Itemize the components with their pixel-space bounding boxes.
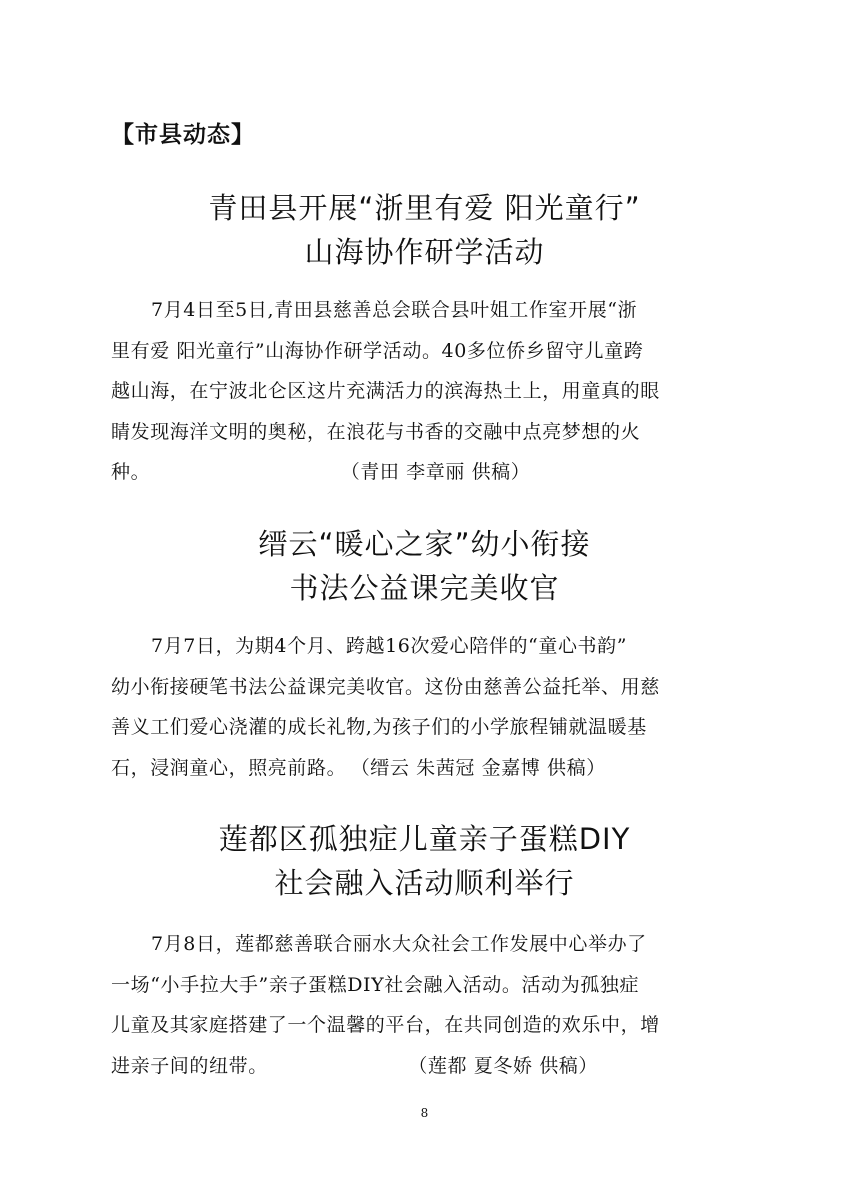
article-3-body (111, 924, 743, 1086)
article-3-last-line (111, 1046, 743, 1087)
article-3-line-2: 一场“小手拉大手”亲子蛋糕DIY社会融入活动。活动为孤独症 (111, 973, 640, 996)
article-2-body (111, 626, 743, 788)
article-2-line-1: 7月7日，为期4个月、跨越16次爱心陪伴的“童心书韵” (151, 635, 628, 657)
article-2-line-2: 幼小衔接硬笔书法公益课完美收官。这份由慈善公益托举、用慈 (111, 675, 660, 698)
article-2-last-text: 石，浸润童心，照亮前路。 (111, 756, 347, 779)
article-1-last-line (111, 452, 743, 493)
article-1-line-2: 里有爱 阳光童行”山海协作研学活动。40多位侨乡留守儿童跨 (111, 339, 644, 362)
article-3-credit: （莲都 夏冬娇 供稿） (417, 1054, 598, 1077)
article-1-body (111, 290, 743, 493)
article-3-line-1: 7月8日，莲都慈善联合丽水大众社会工作发展中心举办了 (151, 933, 647, 955)
article-2-title (0, 522, 849, 610)
article-2-line-3: 善义工们爱心浇灌的成长礼物,为孩子们的小学旅程铺就温暖基 (111, 716, 647, 738)
article-1-title-line-1: 青田县开展“浙里有爱 阳光童行” (208, 191, 641, 225)
article-3-last-text: 进亲子间的纽带。 (111, 1054, 268, 1077)
article-1-title-line-2: 山海协作研学活动 (304, 235, 545, 269)
article-3-title-line-2: 社会融入活动顺利举行 (274, 866, 575, 900)
article-1-last-text: 种。 (111, 461, 151, 483)
article-2-credit: （缙云 朱茜冠 金嘉博 供稿） (360, 756, 606, 779)
article-1-line-4: 睛发现海洋文明的奥秘，在浪花与书香的交融中点亮梦想的火 (111, 420, 641, 443)
article-2-title-line-1: 缙云“暖心之家”幼小衔接 (258, 527, 591, 561)
article-2-last-line (111, 748, 743, 789)
section-tag: 【市县动态】 (111, 122, 255, 148)
article-1-line-3: 越山海，在宁波北仑区这片充满活力的滨海热土上，用童真的眼 (111, 380, 660, 402)
article-3-title-line-1: 莲都区孤独症儿童亲子蛋糕DIY (218, 822, 631, 856)
article-3-title (0, 817, 849, 905)
article-1-credit: （青田 李章丽 供稿） (350, 461, 531, 483)
article-1-title (0, 186, 849, 274)
page-number: 8 (420, 1106, 429, 1120)
article-2-title-line-2: 书法公益课完美收官 (289, 571, 560, 605)
article-1-line-1: 7月4日至5日,青田县慈善总会联合县叶姐工作室开展“浙 (151, 299, 638, 321)
article-3-line-3: 儿童及其家庭搭建了一个温馨的平台，在共同创造的欢乐中，增 (111, 1014, 660, 1036)
